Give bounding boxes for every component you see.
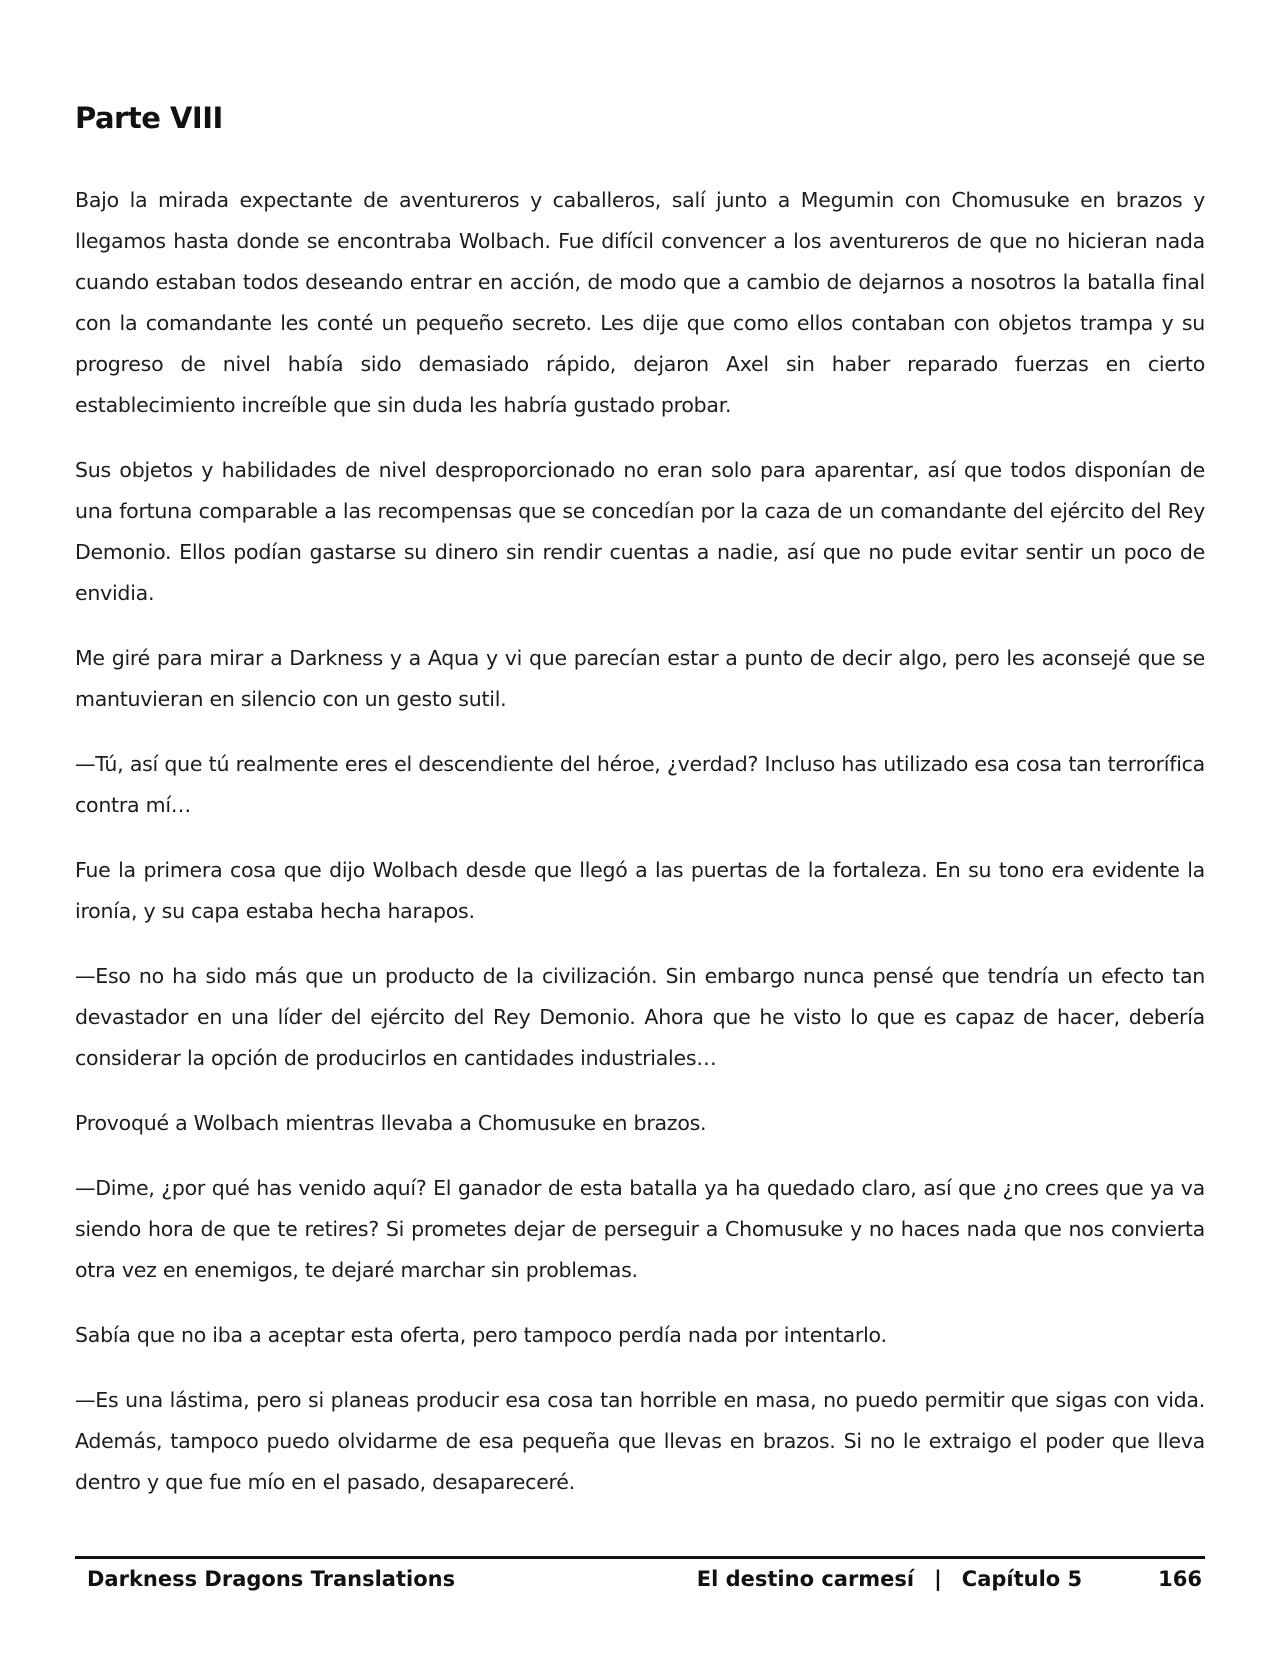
paragraph: —Tú, así que tú realmente eres el descendiente del héroe, ¿verdad? Incluso has utilizado esa cosa tan terrorífica contra mí… [75, 752, 1205, 817]
page-footer [75, 1567, 1205, 1601]
page-number: 166 [1158, 1567, 1202, 1591]
section-heading: Parte VIII [75, 101, 223, 135]
paragraph: —Dime, ¿por qué has venido aquí? El ganador de esta batalla ya ha quedado claro, así que ¿no crees que ya va siendo hora de que te retires? Si prometes dejar de perseguir a Chomusuke y no haces nada que nos convierta otra vez en enemigos, te dejaré marchar sin problemas. [75, 1176, 1205, 1282]
paragraph: —Eso no ha sido más que un producto de la civilización. Sin embargo nunca pensé que tendría un efecto tan devastador en una líder del ejército del Rey Demonio. Ahora que he visto lo que es capaz de hacer, debería considerar la opción de producirlos en cantidades industriales… [75, 964, 1205, 1070]
body-text [75, 180, 1205, 1527]
paragraph: Bajo la mirada expectante de aventureros y caballeros, salí junto a Megumin con Chomusuke en brazos y llegamos hasta donde se encontraba Wolbach. Fue difícil convencer a los aventureros de que no hicieran nada cuando estaban todos deseando entrar en acción, de modo que a cambio de dejarnos a nosotros la batalla final con la comandante les conté un pequeño secreto. Les dije que como ellos contaban con objetos trampa y su progreso de nivel había sido demasiado rápido, dejaron Axel sin haber reparado fuerzas en cierto establecimiento increíble que sin duda les habría gustado probar. [75, 188, 1205, 417]
document-page [75, 0, 1205, 1656]
paragraph: Sus objetos y habilidades de nivel desproporcionado no eran solo para aparentar, así que todos disponían de una fortuna comparable a las recompensas que se concedían por la caza de un comandante del ejército del Rey Demonio. Ellos podían gastarse su dinero sin rendir cuentas a nadie, así que no pude evitar sentir un poco de envidia. [75, 458, 1205, 605]
footer-separator: | [934, 1567, 942, 1591]
footer-right [697, 1567, 1202, 1591]
paragraph: Fue la primera cosa que dijo Wolbach desde que llegó a las puertas de la fortaleza. En su tono era evidente la ironía, y su capa estaba hecha harapos. [75, 858, 1205, 923]
footer-chapter: Capítulo 5 [961, 1567, 1083, 1591]
paragraph: Sabía que no iba a aceptar esta oferta, pero tampoco perdía nada por intentarlo. [75, 1323, 887, 1347]
footer-divider [75, 1556, 1205, 1559]
footer-book-title: El destino carmesí [696, 1567, 915, 1591]
paragraph: Provoqué a Wolbach mientras llevaba a Chomusuke en brazos. [75, 1111, 707, 1135]
paragraph: Me giré para mirar a Darkness y a Aqua y vi que parecían estar a punto de decir algo, pero les aconsejé que se mantuvieran en silencio con un gesto sutil. [75, 646, 1205, 711]
paragraph: —Es una lástima, pero si planeas producir esa cosa tan horrible en masa, no puedo permitir que sigas con vida. Además, tampoco puedo olvidarme de esa pequeña que llevas en brazos. Si no le extraigo el poder que lleva dentro y que fue mío en el pasado, desapareceré. [75, 1388, 1205, 1494]
footer-group-name: Darkness Dragons Translations [87, 1567, 456, 1591]
